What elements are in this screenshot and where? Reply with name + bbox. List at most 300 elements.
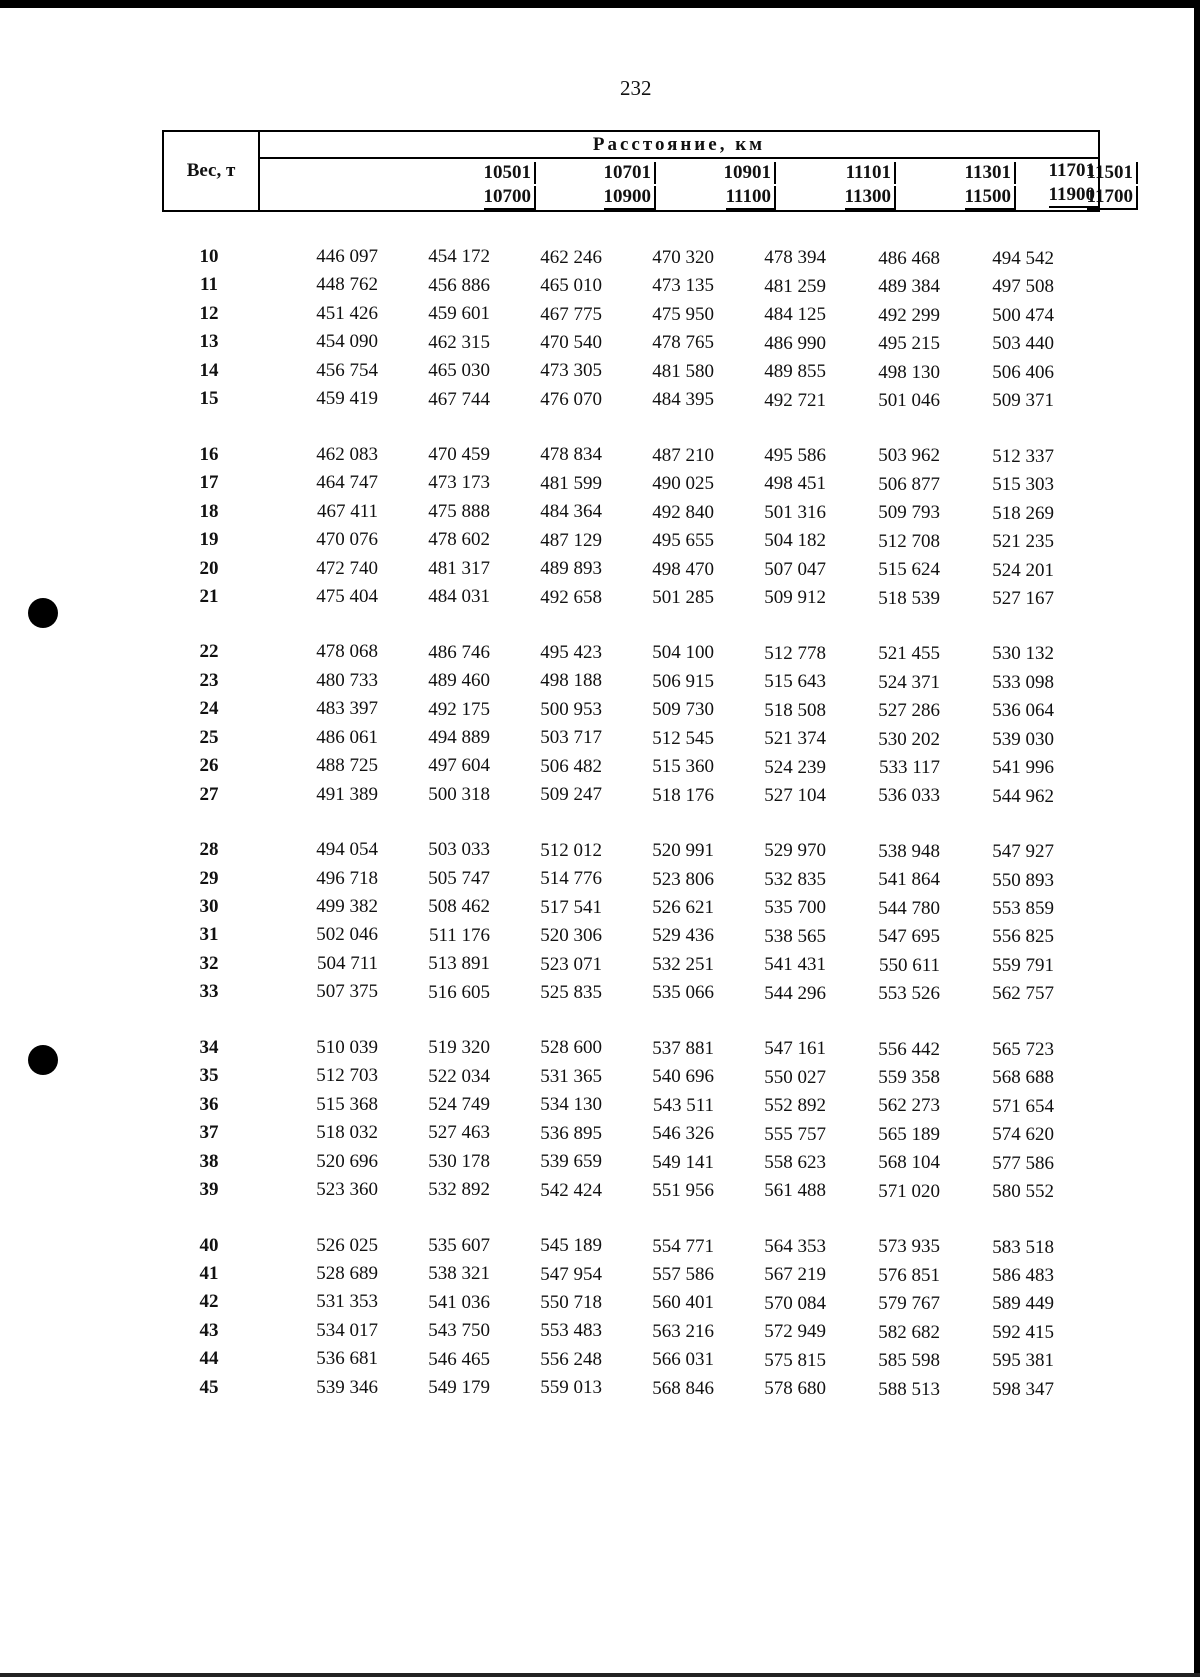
price-cell: 521 374	[764, 728, 826, 750]
price-cell: 530 178	[428, 1150, 490, 1172]
price-cell: 529 436	[652, 925, 714, 947]
price-cell: 513 891	[428, 953, 490, 975]
price-cell: 545 189	[540, 1235, 602, 1257]
weight-cell: 45	[199, 1376, 219, 1398]
price-cell: 535 066	[652, 982, 714, 1004]
price-cell: 481 580	[652, 360, 714, 382]
price-cell: 574 620	[992, 1124, 1054, 1146]
price-cell: 556 825	[992, 926, 1054, 948]
price-cell: 486 746	[428, 641, 490, 663]
weight-cell: 32	[199, 952, 219, 974]
weight-cell: 18	[199, 500, 219, 522]
price-cell: 549 141	[652, 1151, 714, 1173]
price-cell: 585 598	[878, 1350, 940, 1372]
price-cell: 491 389	[316, 783, 378, 805]
weight-cell: 13	[199, 331, 219, 353]
price-cell: 588 513	[878, 1378, 940, 1400]
price-cell: 495 655	[652, 530, 714, 551]
page-number: 232	[620, 76, 652, 100]
price-cell: 467 411	[316, 500, 378, 522]
range-to: 11500	[965, 186, 1016, 210]
price-cell: 467 775	[540, 303, 602, 325]
price-cell: 547 695	[878, 926, 940, 948]
weight-cell: 30	[199, 896, 219, 917]
price-cell: 494 889	[428, 727, 490, 749]
price-cell: 543 750	[428, 1320, 490, 1342]
price-cell: 481 317	[428, 557, 490, 579]
price-cell: 540 696	[652, 1066, 714, 1088]
price-cell: 478 394	[764, 247, 826, 269]
price-cell: 470 459	[428, 443, 490, 465]
price-cell: 521 235	[992, 531, 1054, 553]
price-cell: 476 070	[540, 388, 602, 410]
price-cell: 462 315	[428, 331, 490, 353]
weight-cell: 43	[199, 1319, 219, 1341]
price-cell: 563 216	[652, 1320, 714, 1342]
range-from: 11501	[1087, 162, 1138, 184]
price-cell: 559 358	[878, 1067, 940, 1089]
price-cell: 478 765	[652, 332, 714, 354]
price-cell: 492 658	[540, 586, 602, 608]
price-cell: 500 953	[540, 698, 602, 720]
price-cell: 495 215	[878, 333, 940, 355]
price-cell: 570 084	[764, 1292, 826, 1314]
price-cell: 520 696	[316, 1150, 378, 1172]
price-cell: 509 371	[992, 390, 1054, 412]
price-cell: 503 440	[992, 333, 1054, 355]
weight-cell: 27	[199, 783, 219, 805]
price-cell: 475 950	[652, 303, 714, 325]
range-to: 11700	[1087, 186, 1138, 210]
table-row	[0, 1377, 1200, 1405]
price-cell: 565 189	[878, 1123, 940, 1145]
price-cell: 568 846	[652, 1377, 714, 1399]
price-cell: 489 855	[764, 361, 826, 383]
price-cell: 527 286	[878, 700, 940, 722]
range-from: 10701	[604, 162, 657, 184]
range-from: 11101	[846, 162, 896, 184]
range-to: 11300	[845, 186, 896, 210]
price-cell: 535 607	[428, 1234, 490, 1256]
price-cell: 527 167	[992, 588, 1054, 610]
price-cell: 522 034	[428, 1065, 490, 1087]
price-cell: 473 135	[652, 275, 714, 297]
range-to: 11100	[726, 186, 776, 210]
range-from: 10501	[484, 162, 537, 184]
price-cell: 556 248	[540, 1348, 602, 1370]
price-cell: 465 010	[540, 275, 602, 297]
price-cell: 536 681	[316, 1348, 378, 1370]
price-cell: 478 068	[316, 641, 378, 663]
price-cell: 571 654	[992, 1095, 1054, 1117]
price-cell: 472 740	[316, 557, 378, 579]
price-cell: 539 346	[316, 1376, 378, 1398]
price-cell: 448 762	[316, 274, 378, 296]
range-to: 10900	[604, 186, 657, 210]
price-cell: 462 246	[540, 246, 602, 268]
weight-cell: 19	[199, 529, 219, 550]
price-cell: 501 285	[652, 587, 714, 608]
price-cell: 524 239	[764, 756, 826, 778]
weight-cell: 14	[199, 359, 219, 381]
price-cell: 489 893	[540, 558, 602, 580]
price-cell: 473 305	[540, 360, 602, 382]
table-row	[0, 784, 1200, 812]
price-cell: 504 100	[652, 642, 714, 664]
price-cell: 501 316	[764, 501, 826, 523]
price-cell: 553 526	[878, 983, 940, 1005]
weight-cell: 26	[199, 755, 219, 777]
price-cell: 509 247	[540, 784, 602, 806]
price-cell: 538 948	[878, 840, 940, 862]
range-to: 11900	[1049, 184, 1100, 208]
price-cell: 498 188	[540, 670, 602, 692]
price-cell: 530 202	[878, 728, 940, 750]
table-row	[0, 331, 1200, 359]
price-cell: 568 688	[992, 1067, 1054, 1089]
price-cell: 534 017	[316, 1319, 378, 1341]
price-cell: 465 030	[428, 360, 490, 382]
price-cell: 550 611	[878, 954, 940, 976]
price-cell: 506 482	[540, 755, 602, 777]
distance-group-header: Расстояние, км	[592, 134, 766, 155]
price-cell: 462 083	[316, 443, 378, 465]
price-cell: 475 404	[316, 586, 378, 607]
table-row	[0, 670, 1200, 698]
price-cell: 519 320	[428, 1037, 490, 1059]
price-cell: 524 201	[992, 559, 1054, 581]
price-cell: 530 132	[992, 643, 1054, 665]
price-cell: 538 321	[428, 1263, 490, 1285]
price-cell: 459 419	[316, 388, 378, 410]
price-cell: 586 483	[992, 1264, 1054, 1286]
table-row	[0, 360, 1200, 388]
price-cell: 509 730	[652, 699, 714, 721]
price-cell: 518 176	[652, 784, 714, 806]
weight-cell: 33	[199, 981, 219, 1003]
weight-cell: 35	[199, 1065, 219, 1087]
price-cell: 544 296	[764, 982, 826, 1004]
table-row	[0, 1065, 1200, 1093]
price-cell: 515 368	[316, 1093, 378, 1115]
weight-cell: 28	[199, 839, 219, 861]
weight-cell: 15	[199, 388, 219, 410]
price-cell: 518 032	[316, 1122, 378, 1144]
price-cell: 566 031	[652, 1349, 714, 1371]
weight-cell: 40	[199, 1234, 219, 1256]
price-cell: 480 733	[316, 669, 378, 691]
price-cell: 539 659	[540, 1151, 602, 1173]
price-cell: 592 415	[992, 1321, 1054, 1343]
price-cell: 506 877	[878, 473, 940, 495]
weight-cell: 39	[199, 1179, 219, 1200]
price-cell: 543 511	[652, 1094, 714, 1116]
price-cell: 484 125	[764, 304, 826, 326]
price-cell: 572 949	[764, 1321, 826, 1343]
price-cell: 556 442	[878, 1038, 940, 1060]
table-row	[0, 388, 1200, 416]
price-cell: 577 586	[992, 1152, 1054, 1174]
price-cell: 547 927	[992, 841, 1054, 863]
price-cell: 497 604	[428, 755, 490, 777]
price-cell: 504 711	[316, 952, 378, 974]
price-cell: 531 365	[540, 1065, 602, 1087]
price-cell: 454 172	[428, 246, 490, 268]
price-cell: 550 893	[992, 869, 1054, 891]
price-cell: 492 299	[878, 304, 940, 326]
price-cell: 512 545	[652, 727, 714, 749]
weight-cell: 17	[199, 472, 219, 494]
price-cell: 473 173	[428, 472, 490, 494]
weight-column-header: Вес, т	[186, 160, 236, 181]
range-from: 11701	[1049, 160, 1100, 182]
price-cell: 486 468	[878, 247, 940, 269]
price-cell: 561 488	[764, 1180, 826, 1202]
price-cell: 498 451	[764, 473, 826, 495]
price-cell: 579 767	[878, 1293, 940, 1315]
price-cell: 528 689	[316, 1262, 378, 1284]
price-cell: 528 600	[540, 1037, 602, 1059]
price-cell: 583 518	[992, 1236, 1054, 1258]
price-cell: 525 835	[540, 982, 602, 1004]
price-cell: 537 881	[652, 1037, 714, 1059]
weight-cell: 25	[199, 726, 219, 748]
price-cell: 489 384	[878, 276, 940, 298]
price-cell: 527 104	[764, 784, 826, 806]
table-row	[0, 1094, 1200, 1122]
price-cell: 484 364	[540, 501, 602, 523]
price-cell: 459 601	[428, 303, 490, 325]
price-cell: 552 892	[764, 1095, 826, 1117]
price-cell: 518 269	[992, 502, 1054, 524]
price-cell: 503 033	[428, 839, 490, 861]
price-cell: 481 259	[764, 275, 826, 297]
price-cell: 573 935	[878, 1236, 940, 1258]
range-to: 10700	[484, 186, 537, 210]
price-cell: 541 996	[992, 757, 1054, 779]
price-cell: 492 721	[764, 389, 826, 411]
price-cell: 578 680	[764, 1378, 826, 1400]
price-cell: 486 061	[316, 726, 378, 748]
price-cell: 481 599	[540, 472, 602, 494]
range-from: 10901	[724, 162, 777, 184]
price-cell: 499 382	[316, 896, 378, 917]
table-row	[0, 981, 1200, 1009]
price-cell: 535 700	[764, 897, 826, 919]
weight-cell: 21	[199, 586, 219, 607]
weight-cell: 38	[199, 1150, 219, 1172]
price-cell: 564 353	[764, 1235, 826, 1257]
price-cell: 517 541	[540, 896, 602, 918]
price-cell: 523 806	[652, 868, 714, 890]
price-cell: 532 835	[764, 868, 826, 890]
price-cell: 503 962	[878, 445, 940, 467]
price-cell: 598 347	[992, 1378, 1054, 1400]
price-cell: 518 508	[764, 699, 826, 721]
table-row	[0, 558, 1200, 586]
price-cell: 533 117	[878, 756, 940, 778]
price-cell: 492 175	[428, 698, 490, 720]
price-cell: 506 406	[992, 361, 1054, 383]
weight-cell: 12	[199, 302, 219, 324]
price-cell: 553 483	[540, 1320, 602, 1342]
price-cell: 486 990	[764, 332, 826, 354]
price-cell: 518 539	[878, 587, 940, 609]
price-cell: 489 460	[428, 670, 490, 692]
price-cell: 523 360	[316, 1179, 378, 1200]
price-cell: 559 791	[992, 954, 1054, 976]
price-cell: 521 455	[878, 643, 940, 665]
price-cell: 550 718	[540, 1292, 602, 1314]
price-cell: 567 219	[764, 1264, 826, 1286]
price-cell: 454 090	[316, 331, 378, 353]
price-cell: 511 176	[428, 924, 490, 946]
price-cell: 500 474	[992, 304, 1054, 326]
price-cell: 547 161	[764, 1038, 826, 1060]
price-cell: 595 381	[992, 1350, 1054, 1372]
weight-cell: 22	[199, 641, 219, 663]
price-cell: 534 130	[540, 1094, 602, 1116]
price-cell: 498 470	[652, 558, 714, 580]
range-from: 11301	[965, 162, 1016, 184]
price-cell: 582 682	[878, 1321, 940, 1343]
price-cell: 500 318	[428, 783, 490, 805]
price-cell: 562 757	[992, 983, 1054, 1005]
price-cell: 550 027	[764, 1066, 826, 1088]
price-cell: 501 046	[878, 390, 940, 412]
price-cell: 478 834	[540, 444, 602, 466]
price-cell: 467 744	[428, 388, 490, 410]
price-cell: 512 337	[992, 445, 1054, 467]
price-cell: 515 360	[652, 756, 714, 778]
price-cell: 456 754	[316, 359, 378, 381]
price-cell: 524 371	[878, 671, 940, 693]
price-cell: 515 303	[992, 474, 1054, 496]
price-cell: 536 033	[878, 785, 940, 807]
table-row	[0, 303, 1200, 331]
table-row	[0, 586, 1200, 614]
price-cell: 470 540	[540, 332, 602, 354]
weight-cell: 37	[199, 1122, 219, 1144]
table-row	[0, 444, 1200, 472]
price-cell: 505 747	[428, 867, 490, 889]
price-cell: 512 703	[316, 1065, 378, 1087]
price-cell: 541 036	[428, 1291, 490, 1313]
price-cell: 520 991	[652, 840, 714, 862]
price-cell: 557 586	[652, 1263, 714, 1285]
price-cell: 580 552	[992, 1181, 1054, 1203]
price-cell: 526 621	[652, 897, 714, 918]
price-cell: 504 182	[764, 530, 826, 552]
price-cell: 546 465	[428, 1348, 490, 1370]
price-cell: 589 449	[992, 1293, 1054, 1315]
price-cell: 506 915	[652, 670, 714, 692]
price-cell: 483 397	[316, 698, 378, 720]
price-cell: 515 624	[878, 559, 940, 581]
price-cell: 503 717	[540, 727, 602, 749]
price-cell: 507 375	[316, 981, 378, 1003]
price-cell: 488 725	[316, 755, 378, 777]
price-cell: 509 793	[878, 502, 940, 524]
price-cell: 568 104	[878, 1152, 940, 1174]
table-row	[0, 953, 1200, 981]
table-row	[0, 246, 1200, 274]
weight-cell: 23	[199, 669, 219, 691]
price-cell: 502 046	[316, 924, 378, 946]
price-cell: 531 353	[316, 1291, 378, 1313]
table-row	[0, 727, 1200, 755]
weight-cell: 36	[199, 1093, 219, 1115]
price-cell: 532 251	[652, 953, 714, 975]
price-cell: 529 970	[764, 840, 826, 862]
table-row	[0, 755, 1200, 783]
price-cell: 498 130	[878, 361, 940, 383]
price-cell: 508 462	[428, 896, 490, 918]
table-row	[0, 698, 1200, 726]
price-cell: 544 962	[992, 785, 1054, 807]
price-cell: 551 956	[652, 1180, 714, 1201]
table-row	[0, 1179, 1200, 1207]
price-cell: 524 749	[428, 1093, 490, 1115]
table-row	[0, 1320, 1200, 1348]
weight-cell: 10	[199, 246, 219, 267]
weight-cell: 41	[199, 1262, 219, 1284]
price-cell: 475 888	[428, 500, 490, 522]
price-cell: 487 210	[652, 444, 714, 466]
table-row	[0, 1348, 1200, 1376]
price-cell: 478 602	[428, 529, 490, 551]
weight-cell: 44	[199, 1348, 219, 1370]
price-cell: 523 071	[540, 953, 602, 975]
price-cell: 492 840	[652, 501, 714, 523]
weight-cell: 34	[199, 1036, 219, 1058]
price-cell: 546 326	[652, 1123, 714, 1145]
price-cell: 510 039	[316, 1036, 378, 1058]
price-cell: 538 565	[764, 925, 826, 947]
price-cell: 520 306	[540, 925, 602, 947]
weight-cell: 31	[199, 924, 219, 946]
price-cell: 494 542	[992, 248, 1054, 270]
price-cell: 516 605	[428, 981, 490, 1003]
price-cell: 542 424	[540, 1179, 602, 1201]
table-row	[0, 1037, 1200, 1065]
price-cell: 533 098	[992, 671, 1054, 693]
price-cell: 560 401	[652, 1292, 714, 1314]
price-cell: 446 097	[316, 246, 378, 267]
price-cell: 495 586	[764, 445, 826, 467]
price-cell: 549 179	[428, 1377, 490, 1399]
table-row	[0, 924, 1200, 952]
price-cell: 512 778	[764, 642, 826, 664]
price-cell: 571 020	[878, 1180, 940, 1202]
weight-cell: 11	[200, 274, 218, 296]
price-cell: 515 643	[764, 671, 826, 693]
price-cell: 575 815	[764, 1349, 826, 1371]
price-cell: 507 047	[764, 558, 826, 580]
table-row	[0, 1291, 1200, 1319]
price-cell: 565 723	[992, 1038, 1054, 1060]
price-cell: 539 030	[992, 728, 1054, 750]
price-cell: 554 771	[652, 1235, 714, 1257]
price-cell: 470 076	[316, 529, 378, 550]
weight-cell: 24	[199, 698, 219, 720]
price-cell: 497 508	[992, 276, 1054, 298]
price-cell: 527 463	[428, 1122, 490, 1144]
weight-cell: 29	[199, 867, 219, 889]
price-cell: 464 747	[316, 472, 378, 494]
price-cell: 547 954	[540, 1263, 602, 1285]
weight-cell: 20	[199, 557, 219, 579]
